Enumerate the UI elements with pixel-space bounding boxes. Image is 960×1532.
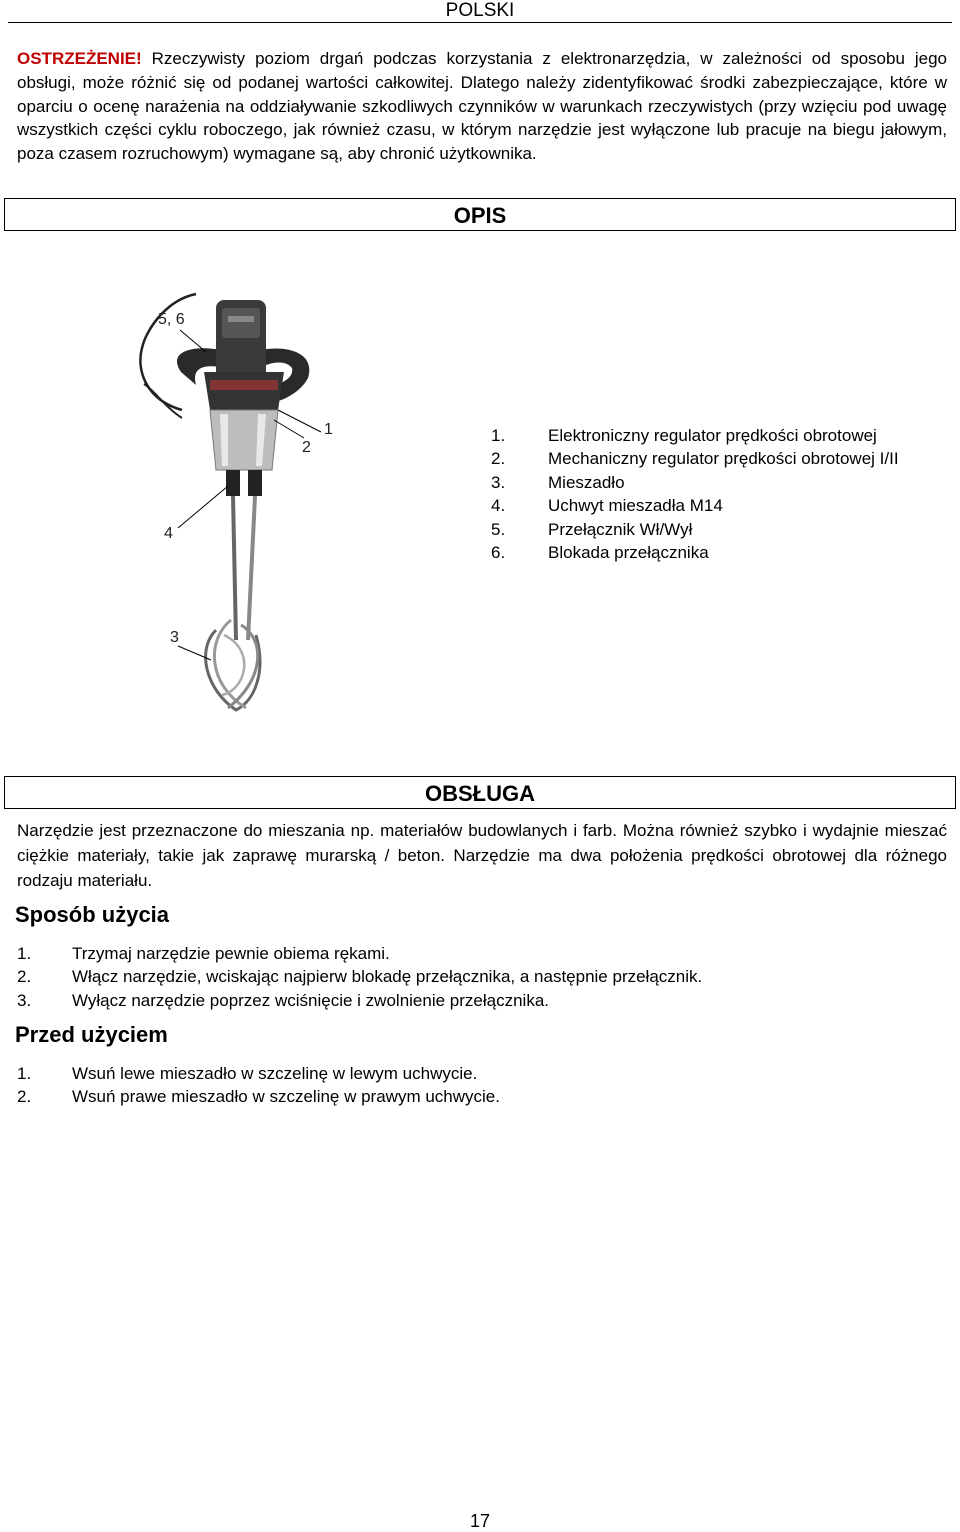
callout-3: 3 xyxy=(170,629,179,646)
list-item: 3. Mieszadło xyxy=(491,472,625,492)
list-item: 2. Mechaniczny regulator prędkości obrotowej I/II xyxy=(491,449,899,469)
list-item: 1. Elektroniczny regulator prędkości obrotowej xyxy=(491,426,877,445)
subheading-usage: Sposób użycia xyxy=(15,902,170,927)
list-item: 2. Włącz narzędzie, wciskając najpierw blokadę przełącznika, a następnie przełącznik. xyxy=(17,967,703,987)
callout-4: 4 xyxy=(164,525,173,542)
list-item: 1. Trzymaj narzędzie pewnie obiema rękami. xyxy=(17,944,390,963)
parts-list xyxy=(491,424,951,564)
list-item: 5. Przełącznik Wł/Wył xyxy=(491,519,693,539)
warning-text: Rzeczywisty poziom drgań podczas korzystania z elektronarzędzia, w zależności od sposobu jego obsługi, może różnić się od podanej wartości całkowitej. Dlatego należy zidentyfikować środki zabezpieczające, które w oparciu o ocenę narażenia na oddziaływanie szkodliwych czynników w warunkach rzeczywistych (przy wzięciu pod uwagę wszystkich części cyklu roboczego, jak również czasu, w którym narzędzie jest wyłączone lub pracuje na biegu jałowym, poza czasem rozruchowym) wymagane są, aby chronić użytkownika. xyxy=(17,49,947,164)
callout-1: 1 xyxy=(324,421,333,438)
list-item: 2. Wsuń prawe mieszadło w szczelinę w prawym uchwycie. xyxy=(17,1087,500,1107)
usage-steps xyxy=(17,942,947,1012)
warning-label: OSTRZEŻENIE! xyxy=(17,49,142,68)
list-item: 6. Blokada przełącznika xyxy=(491,543,709,563)
callout-5-6: 5, 6 xyxy=(158,311,185,328)
list-item: 3. Wyłącz narzędzie poprzez wciśnięcie i zwolnienie przełącznika. xyxy=(17,990,549,1010)
operation-paragraph: Narzędzie jest przeznaczone do mieszania np. materiałów budowlanych i farb. Można również szybko i wydajnie mieszać ciężkie materiały, takie jak zaprawę murarską / beton. Narzędzie ma dwa położenia prędkości obrotowej dla różnego rodzaju materiału. xyxy=(17,821,947,890)
section-heading-opis: OPIS xyxy=(4,198,956,231)
header-divider xyxy=(8,22,952,23)
list-item: 4. Uchwyt mieszadła M14 xyxy=(491,496,723,516)
section-heading-obsluga: OBSŁUGA xyxy=(4,776,956,809)
callout-2: 2 xyxy=(302,439,311,456)
language-header: POLSKI xyxy=(445,0,515,21)
subheading-before-use: Przed użyciem xyxy=(15,1022,168,1047)
list-item: 1. Wsuń lewe mieszadło w szczelinę w lewym uchwycie. xyxy=(17,1064,478,1083)
before-use-steps xyxy=(17,1062,947,1109)
mixer-illustration xyxy=(136,290,376,730)
warning-paragraph xyxy=(17,47,947,166)
page-number: 17 xyxy=(469,1511,491,1531)
